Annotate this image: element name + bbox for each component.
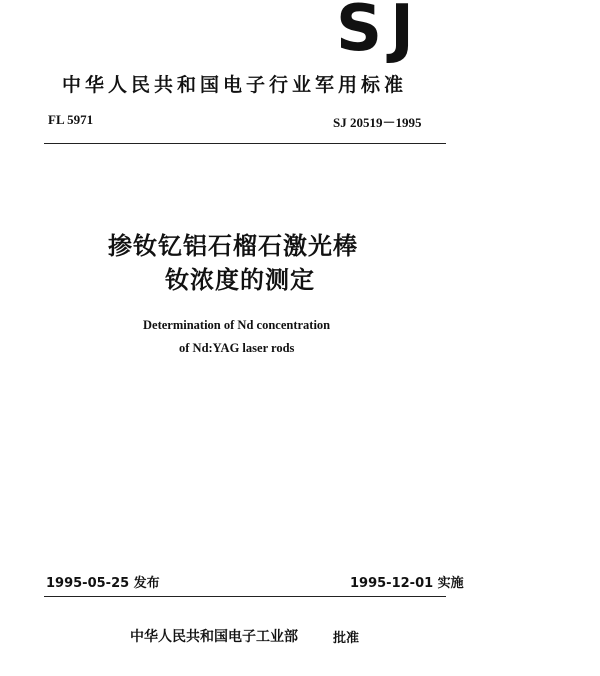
- implementation-date: 1995-12-01 实施: [350, 576, 464, 591]
- document-title-en-line1: Determination of Nd concentration: [143, 318, 331, 332]
- sj-logo: SJ: [336, 0, 422, 66]
- footer-divider: [44, 596, 446, 597]
- document-title-en-line2: of Nd:YAG laser rods: [179, 341, 295, 355]
- document-title-cn-line1: 掺钕钇铝石榴石激光棒: [108, 232, 358, 260]
- fl-code: FL 5971: [48, 112, 94, 127]
- approving-authority: 中华人民共和国电子工业部: [130, 629, 298, 645]
- industry-standard-title: 中华人民共和国电子行业军用标准: [62, 74, 408, 96]
- issue-date: 1995-05-25 发布: [46, 576, 160, 591]
- header-divider: [44, 143, 446, 144]
- document-title-cn-line2: 钕浓度的测定: [165, 266, 315, 294]
- approval-label: 批准: [333, 631, 360, 646]
- standard-number: SJ 20519－1995: [333, 115, 422, 130]
